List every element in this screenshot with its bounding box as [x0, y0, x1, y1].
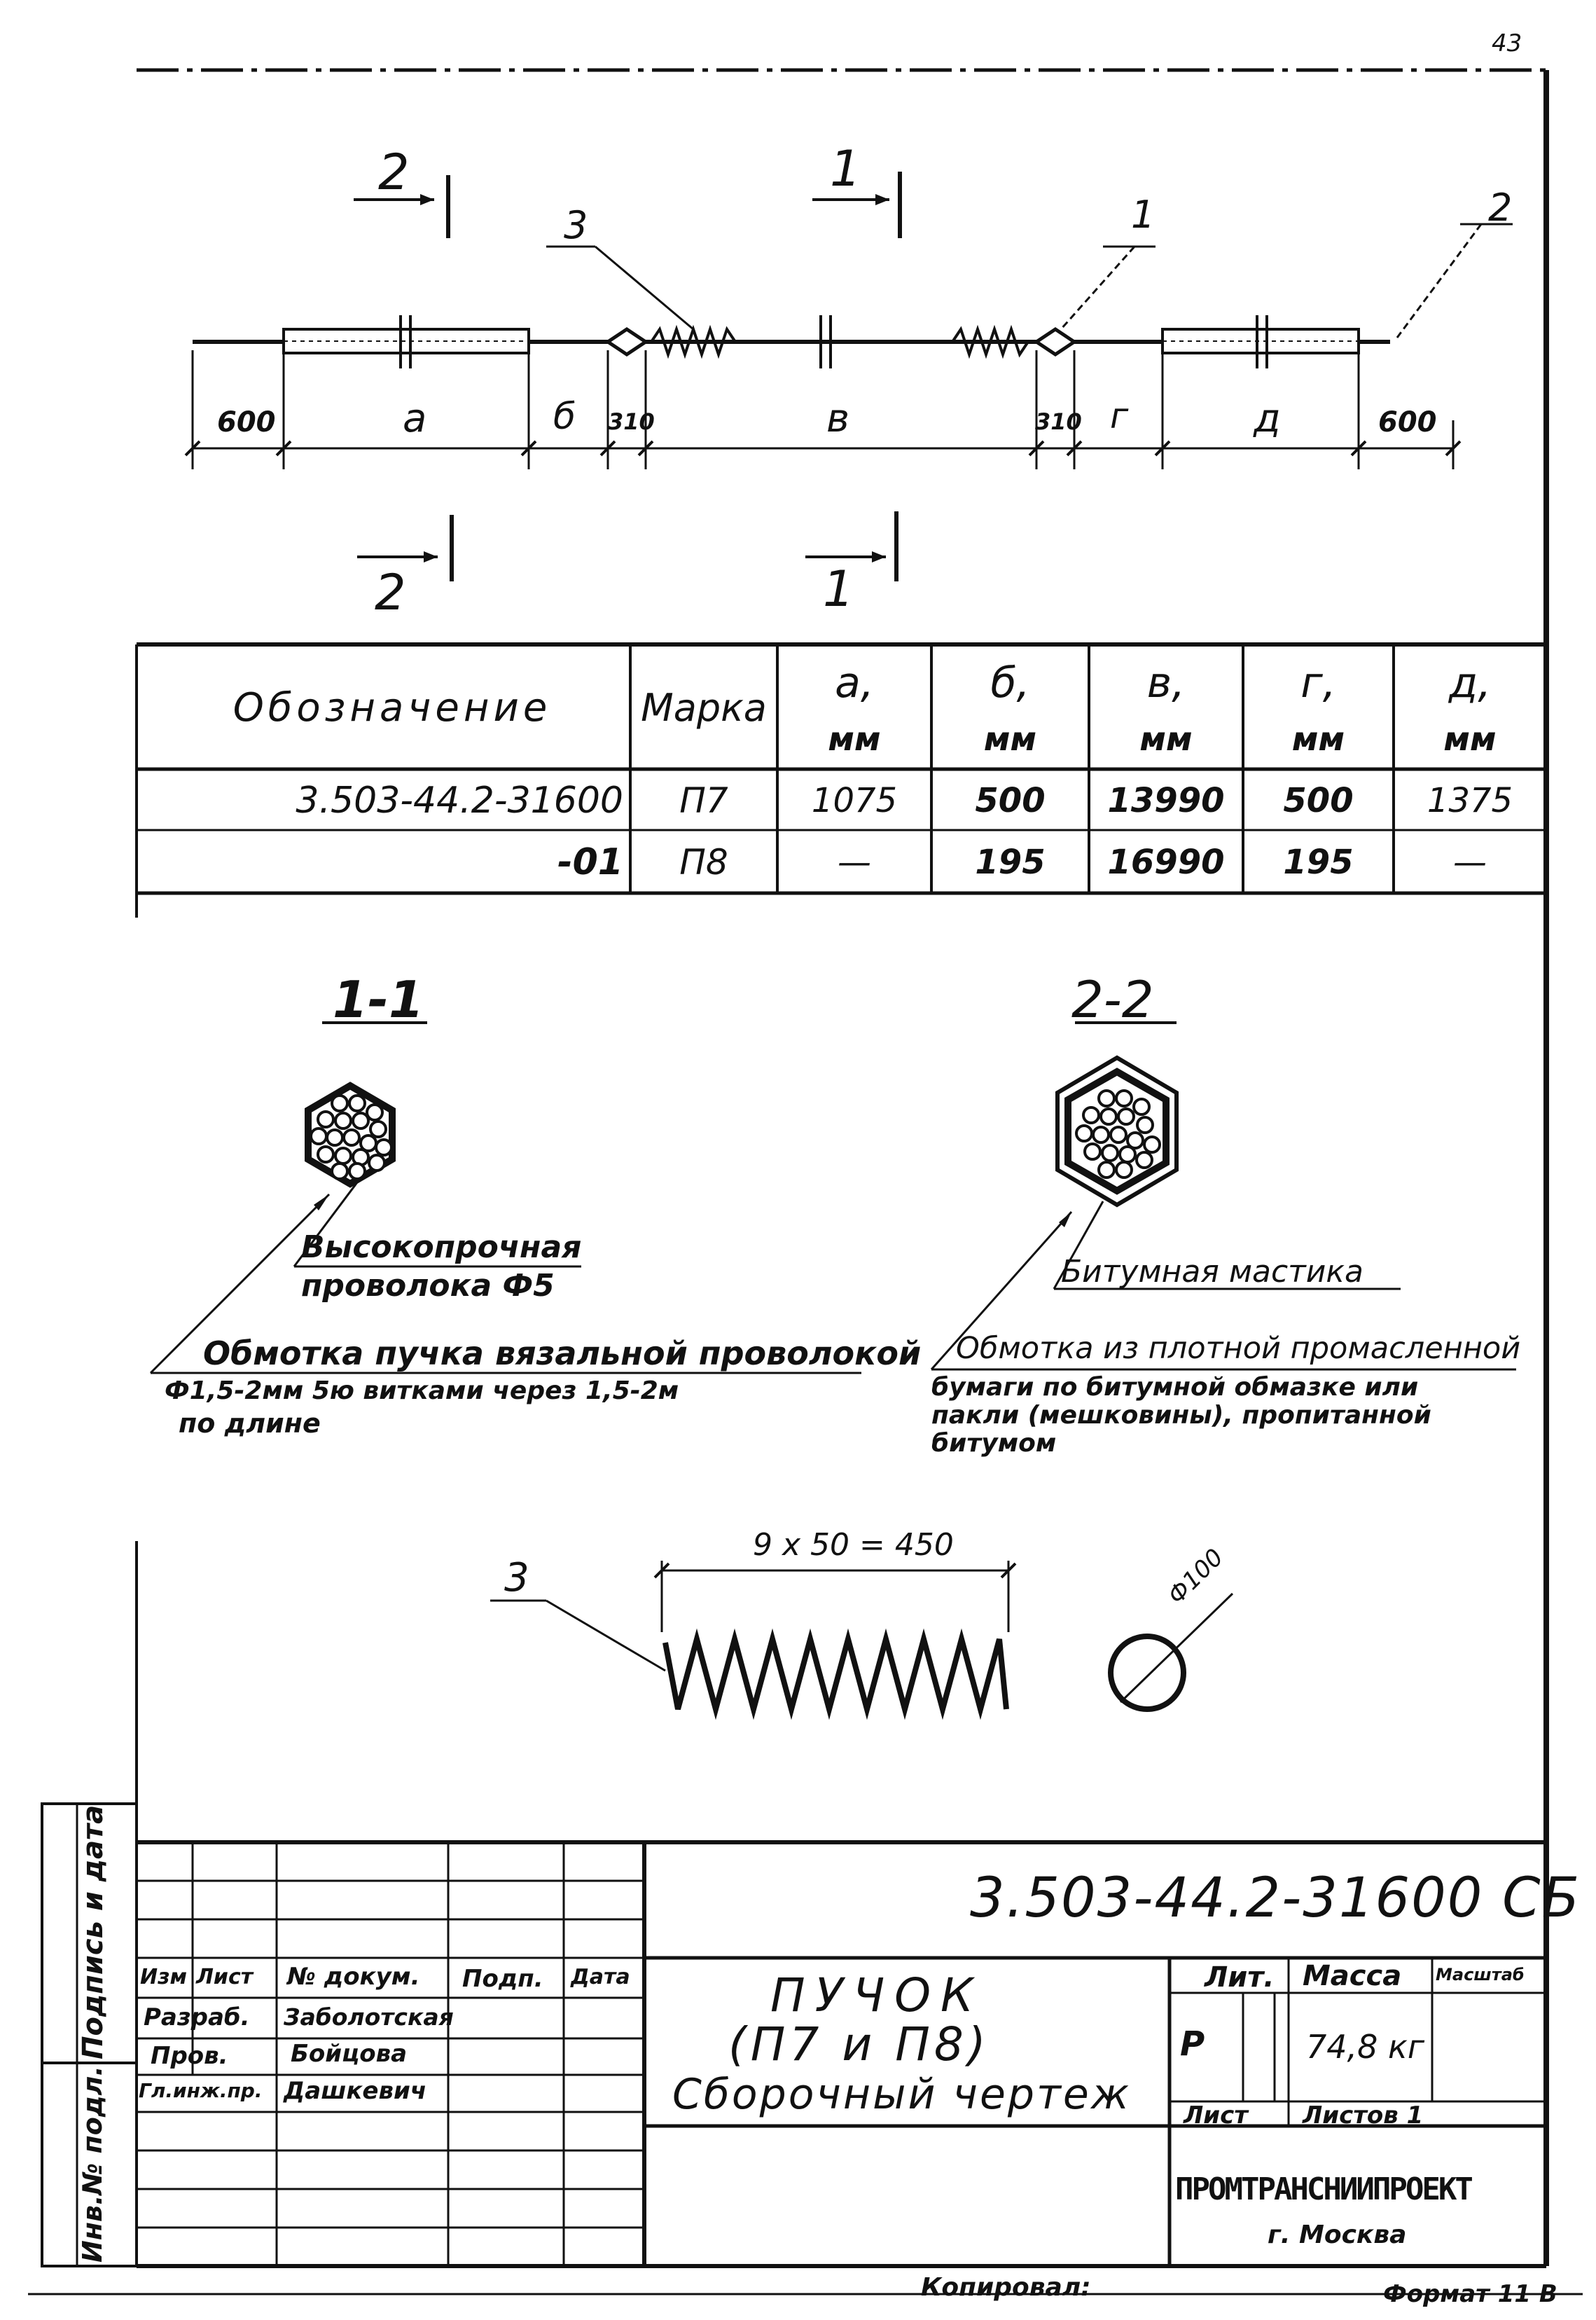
table-row-2-mark: П8	[679, 842, 728, 883]
section-1-1-label-3: Обмотка пучка вязальной проволокой	[203, 1334, 922, 1372]
th-v: в,	[1146, 658, 1186, 707]
leader-label-1: 1	[1131, 193, 1156, 237]
dim-600-right: 600	[1378, 406, 1437, 439]
th-mark: Марка	[641, 685, 767, 730]
role-checker: Пров.	[151, 2042, 228, 2070]
dim-v: в	[826, 396, 850, 441]
dim-a: a	[403, 396, 427, 441]
table-row-2-b: 195	[975, 843, 1046, 882]
table-row-2-d: —	[1453, 843, 1487, 882]
section-2-2-title: 2-2	[1071, 970, 1154, 1029]
section-1-1-label-2: проволока Ф5	[301, 1268, 555, 1304]
masshtab-label: Масштаб	[1436, 1965, 1525, 1984]
massa-value: 74,8 кг	[1306, 2028, 1424, 2066]
side-stamp-signature-date: Подпись и дата	[77, 1804, 109, 2059]
th-b: б,	[990, 658, 1030, 707]
title-line-1: ПУЧОК	[770, 1968, 983, 2022]
table-row-2-a: —	[838, 843, 871, 882]
col-data: Дата	[571, 1965, 630, 1989]
table-row-1-mark: П7	[679, 780, 728, 821]
table-row-1-d: 1375	[1427, 780, 1513, 820]
leader-label-2: 2	[1488, 186, 1513, 230]
section-1-1-label-4: Ф1,5-2мм 5ю витками через 1,5-2м	[165, 1376, 679, 1405]
col-podp: Подп.	[462, 1965, 543, 1993]
leader-label-3: 3	[564, 203, 588, 247]
table-row-1-designation: 3.503-44.2-31600	[296, 779, 623, 822]
table-row-2-designation: -01	[557, 841, 623, 883]
lit-value: Р	[1180, 2024, 1205, 2064]
table-row-2-v: 16990	[1107, 843, 1225, 882]
th-d-unit: мм	[1443, 720, 1497, 758]
copied-by-label: Копировал:	[921, 2273, 1091, 2302]
organization-name: ПРОМТРАНСНИИПРОЕКТ	[1175, 2171, 1471, 2207]
table-row-1-a: 1075	[811, 780, 898, 820]
spring-diameter: Ф100	[1163, 1543, 1229, 1610]
table-row-1-v: 13990	[1107, 780, 1225, 820]
section-1-1-title: 1-1	[333, 970, 424, 1029]
spring-callout: 3	[504, 1555, 529, 1601]
dim-310-right: 310	[1035, 408, 1082, 435]
callout-2-top: 2	[378, 144, 410, 201]
massa-label: Масса	[1303, 1960, 1402, 1992]
th-v-unit: мм	[1139, 720, 1193, 758]
table-row-1-b: 500	[975, 780, 1046, 820]
name-chief-engineer: Дашкевич	[284, 2077, 427, 2105]
role-chief-engineer: Гл.инж.пр.	[139, 2079, 263, 2102]
table-row-1-g: 500	[1283, 780, 1354, 820]
format-label: Формат 11 В	[1383, 2280, 1557, 2308]
dim-d: д	[1254, 396, 1281, 441]
dim-b: б	[553, 396, 576, 438]
dim-600-left: 600	[217, 406, 276, 439]
section-2-2-label-1: Битумная мастика	[1061, 1254, 1363, 1290]
th-g-unit: мм	[1291, 720, 1345, 758]
list-label: Лист	[1184, 2101, 1248, 2129]
callout-1-top: 1	[830, 140, 861, 198]
col-list: Лист	[196, 1965, 254, 1989]
section-2-2-label-4: пакли (мешковины), пропитанной	[931, 1401, 1431, 1430]
side-stamp-inventory: Инв.№ подл.	[77, 2066, 108, 2263]
th-d: д,	[1448, 658, 1492, 707]
col-izm: Изм	[140, 1965, 188, 1989]
th-designation: Обозначение	[233, 684, 552, 731]
organization-city: г. Москва	[1268, 2221, 1407, 2249]
section-1-1-label-5: по длине	[179, 1408, 321, 1439]
dim-g: г	[1110, 396, 1129, 436]
lit-label: Лит.	[1205, 1961, 1275, 1994]
doc-code: 3.503-44.2-31600 СБ	[970, 1867, 1581, 1930]
section-1-1-label-1: Высокопрочная	[301, 1229, 582, 1265]
name-developer: Заболотская	[284, 2003, 454, 2031]
th-g: г,	[1300, 658, 1336, 707]
section-2-2-label-5: битумом	[931, 1429, 1057, 1458]
page-number: 43	[1492, 29, 1522, 57]
callout-2-bottom: 2	[375, 564, 406, 621]
th-a: a,	[835, 658, 874, 707]
spring-dimension: 9 x 50 = 450	[753, 1527, 954, 1563]
th-a-unit: мм	[828, 720, 881, 758]
title-line-3: Сборочный чертеж	[672, 2070, 1131, 2119]
section-2-2-label-3: бумаги по битумной обмазке или	[931, 1373, 1419, 1402]
table-row-2-g: 195	[1283, 843, 1354, 882]
callout-1-bottom: 1	[823, 560, 854, 618]
dim-310-left: 310	[608, 408, 655, 435]
th-b-unit: мм	[983, 720, 1037, 758]
name-checker: Бойцова	[291, 2040, 408, 2068]
title-line-2: (П7 и П8)	[728, 2017, 990, 2071]
col-ndoc: № докум.	[287, 1963, 420, 1991]
role-developer: Разраб.	[144, 2003, 250, 2031]
section-2-2-label-2: Обмотка из плотной промасленной	[956, 1331, 1521, 1366]
listov-label: Листов 1	[1303, 2101, 1424, 2129]
